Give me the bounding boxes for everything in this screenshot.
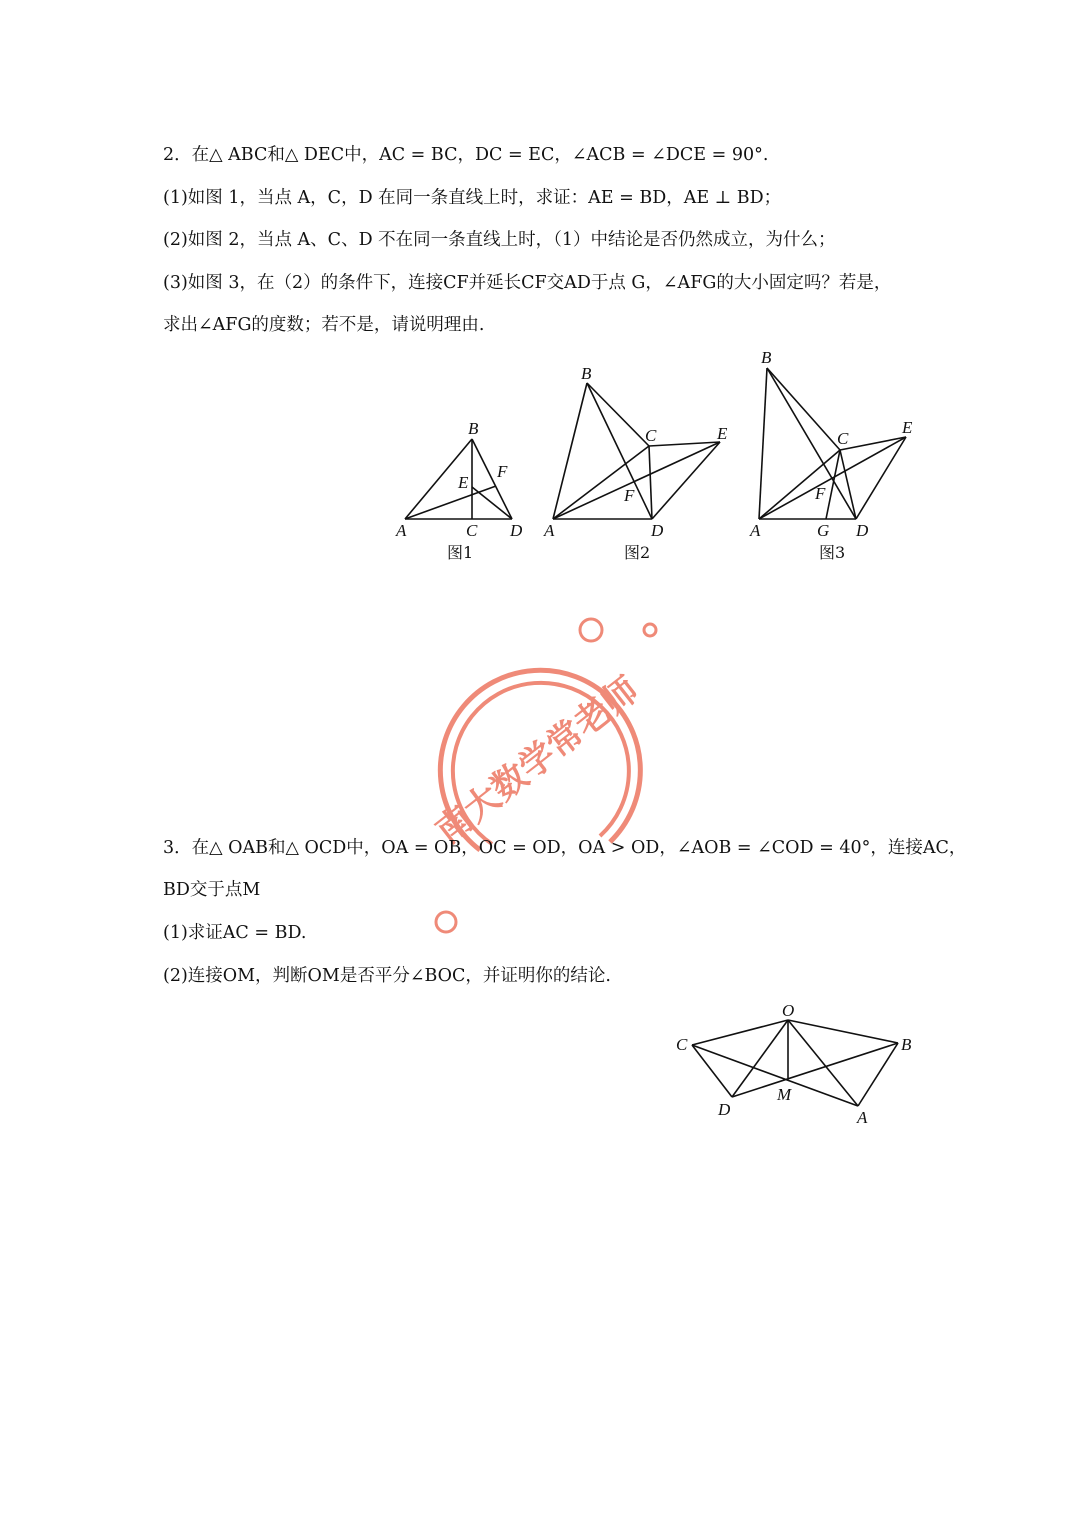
fig1-label-E: E — [458, 473, 469, 492]
problem3-question2: (2)连接OM，判断OM是否平分∠BOC，并证明你的结论. — [163, 966, 611, 986]
fig3-label-B: B — [761, 348, 772, 367]
fig3-caption: 图3 — [819, 543, 846, 562]
fig2-caption: 图2 — [624, 543, 651, 562]
fig3-label-F: F — [815, 484, 826, 503]
problem3-question1: (1)求证AC = BD. — [163, 923, 307, 943]
fig4-label-O: O — [782, 1001, 795, 1020]
fig4-label-C: C — [676, 1035, 688, 1054]
fig1-label-A: A — [396, 521, 407, 540]
fig1-label-D: D — [510, 521, 523, 540]
problem3-stem-line1: 3．在△ OAB和△ OCD中，OA = OB，OC = OD，OA > OD，∠AOB = ∠COD = 40°，连接AC， — [163, 838, 967, 858]
fig4-label-B: B — [901, 1035, 912, 1054]
problem3-stem-line2: BD交于点M — [163, 880, 261, 900]
watermark-text: 南大数学常老师 — [428, 669, 647, 853]
fig3-label-A: A — [750, 521, 761, 540]
fig2-label-E: E — [717, 424, 728, 443]
fig4-label-A: A — [857, 1108, 868, 1127]
fig2-label-F: F — [624, 486, 635, 505]
fig3-label-D: D — [856, 521, 869, 540]
problem2-question3-line2: 求出∠AFG的度数；若不是，请说明理由. — [163, 315, 485, 335]
fig2-label-A: A — [544, 521, 555, 540]
problem2-question1: (1)如图 1，当点 A，C，D 在同一条直线上时，求证：AE = BD，AE ⊥ BD； — [163, 188, 782, 208]
fig1-label-B: B — [468, 419, 479, 438]
problem2-question3-line1: (3)如图 3，在（2）的条件下，连接CF并延长CF交AD于点 G，∠AFG的大小固定吗？若是， — [163, 273, 892, 293]
fig3-label-G: G — [817, 521, 830, 540]
fig3-label-E: E — [902, 418, 913, 437]
fig2-label-B: B — [581, 364, 592, 383]
fig4-label-M: M — [777, 1085, 792, 1104]
fig1-label-F: F — [497, 462, 508, 481]
fig1-label-C: C — [466, 521, 478, 540]
fig1-caption: 图1 — [447, 543, 474, 562]
problem2-stem: 2．在△ ABC和△ DEC中，AC = BC，DC = EC，∠ACB = ∠DCE = 90°. — [163, 145, 769, 165]
fig2-label-D: D — [651, 521, 664, 540]
fig4-label-D: D — [718, 1100, 731, 1119]
problem2-question2: (2)如图 2，当点 A、C、D 不在同一条直线上时，（1）中结论是否仍然成立，为什么； — [163, 230, 836, 250]
fig2-label-C: C — [645, 426, 657, 445]
fig3-label-C: C — [837, 429, 849, 448]
